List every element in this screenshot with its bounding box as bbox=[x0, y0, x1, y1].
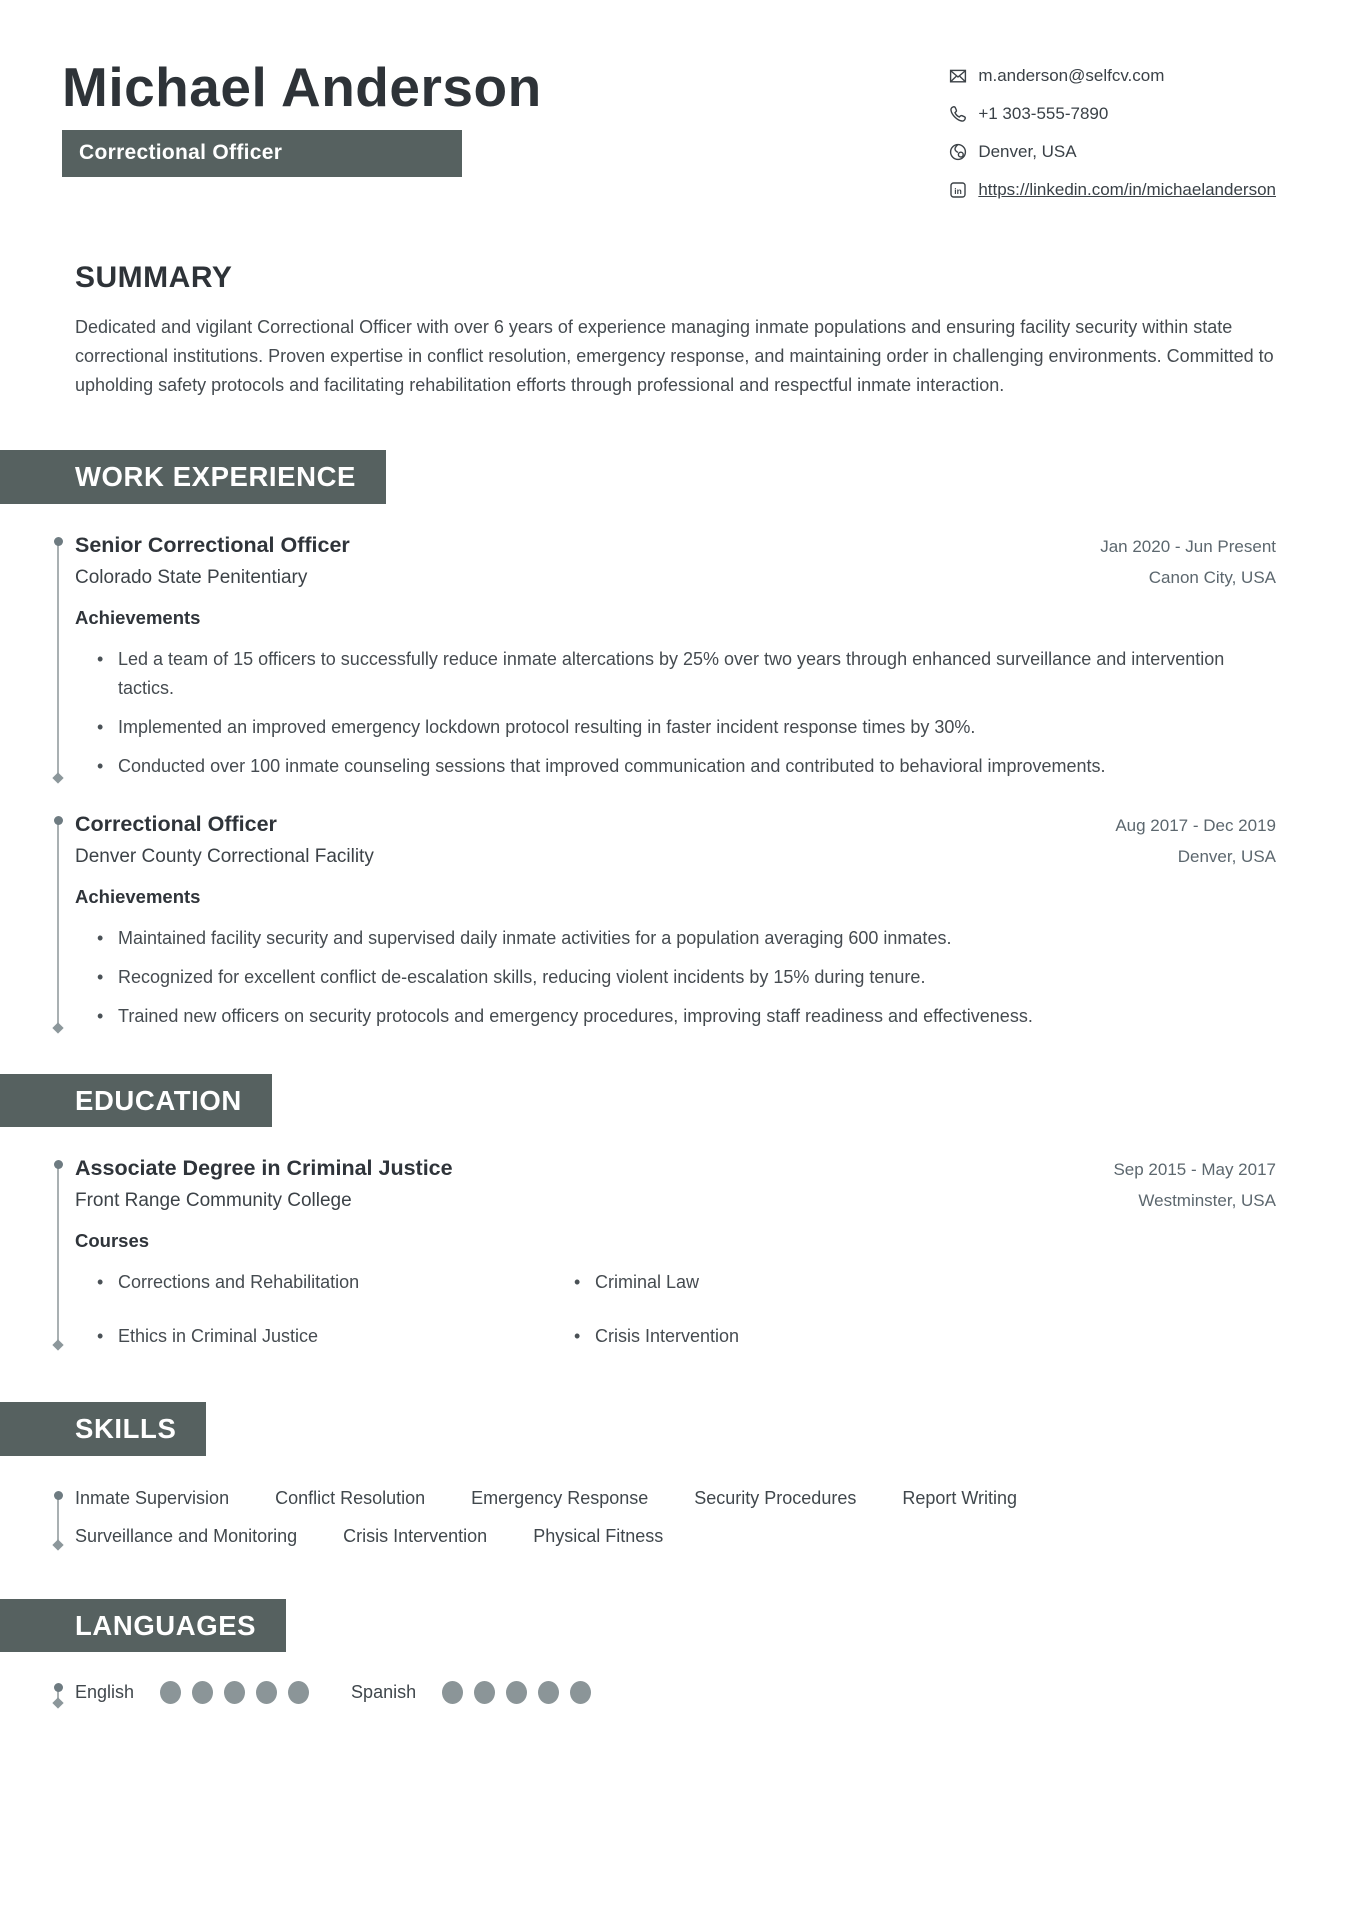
timeline-dot bbox=[54, 1683, 63, 1692]
language-name: Spanish bbox=[351, 1682, 417, 1702]
work-experience-entries bbox=[57, 532, 1276, 1031]
education-entries bbox=[57, 1155, 1276, 1348]
skills-list bbox=[75, 1486, 1276, 1548]
timeline-diamond bbox=[52, 1697, 63, 1708]
job-title: Correctional Officer bbox=[75, 811, 277, 836]
header-left bbox=[62, 56, 542, 218]
location-value: Denver, USA bbox=[978, 142, 1077, 161]
language-level-dot bbox=[538, 1681, 559, 1704]
svg-text:in: in bbox=[954, 185, 963, 196]
skill-item: Conflict Resolution bbox=[275, 1487, 426, 1508]
email-icon bbox=[948, 66, 968, 86]
language-level-dot bbox=[506, 1681, 527, 1704]
courses-list bbox=[75, 1270, 1235, 1348]
timeline-bar bbox=[57, 818, 59, 1029]
timeline-diamond bbox=[52, 772, 63, 783]
job-location: Canon City, USA bbox=[1148, 567, 1276, 587]
summary-heading: SUMMARY bbox=[75, 261, 233, 294]
achievements-label: Achievements bbox=[75, 885, 201, 907]
language-level-dot bbox=[224, 1681, 245, 1704]
job-company: Colorado State Penitentiary bbox=[75, 566, 308, 588]
timeline-diamond bbox=[52, 1539, 63, 1550]
skills-heading: SKILLS bbox=[0, 1402, 206, 1456]
skill-item: Inmate Supervision bbox=[75, 1487, 230, 1508]
timeline-dot bbox=[54, 1491, 63, 1500]
achievement-item: • Implemented an improved emergency lockdown protocol resulting in faster incident response times by 30%. bbox=[75, 713, 1235, 742]
achievement-item: • Maintained facility security and supervised daily inmate activities for a population averaging 600 inmates. bbox=[75, 924, 1235, 953]
education-location: Westminster, USA bbox=[1138, 1191, 1276, 1210]
skills-block bbox=[57, 1486, 1276, 1548]
language-item bbox=[351, 1680, 591, 1704]
languages-list bbox=[75, 1678, 1276, 1706]
contact-location-row bbox=[948, 142, 1276, 162]
linkedin-icon bbox=[948, 180, 968, 200]
job-company: Denver County Correctional Facility bbox=[75, 845, 374, 867]
work-experience-heading: WORK EXPERIENCE bbox=[0, 450, 386, 504]
job-title: Senior Correctional Officer bbox=[75, 532, 350, 557]
contact-linkedin-row bbox=[948, 180, 1276, 200]
job-entry bbox=[57, 532, 1276, 781]
timeline-dot bbox=[54, 537, 63, 546]
language-level-dot bbox=[442, 1681, 463, 1704]
timeline-bar bbox=[57, 539, 59, 779]
education-dates: Sep 2015 - May 2017 bbox=[1113, 1160, 1276, 1179]
phone-icon bbox=[948, 104, 968, 124]
course-item: • Criminal Law bbox=[552, 1270, 1235, 1294]
course-item: • Corrections and Rehabilitation bbox=[75, 1270, 552, 1294]
skill-item: Report Writing bbox=[902, 1487, 1018, 1508]
language-level-dot bbox=[474, 1681, 495, 1704]
timeline-bar bbox=[57, 1162, 59, 1346]
languages-entry bbox=[57, 1678, 1276, 1706]
skill-item: Emergency Response bbox=[471, 1487, 649, 1508]
language-item bbox=[75, 1680, 309, 1704]
degree-title: Associate Degree in Criminal Justice bbox=[75, 1156, 453, 1180]
job-dates: Aug 2017 - Dec 2019 bbox=[1115, 815, 1276, 835]
course-item: • Crisis Intervention bbox=[552, 1324, 1235, 1348]
education-entry bbox=[57, 1155, 1276, 1348]
person-name: Michael Anderson bbox=[62, 56, 542, 118]
achievement-item: • Led a team of 15 officers to successfully reduce inmate altercations by 25% over two years through enhanced surveillance and intervention tactics. bbox=[75, 645, 1235, 703]
summary-text: Dedicated and vigilant Correctional Officer with over 6 years of experience managing inmate populations and ensuring facility security within state correctional institutions. Proven expertise in conflict resolution, emergency response, and maintaining order in challenging environments. Committed to upholding safety protocols and facilitating rehabilitation efforts through professional and respectful inmate interaction. bbox=[75, 317, 1274, 395]
achievements-list bbox=[75, 645, 1235, 781]
timeline-dot bbox=[54, 816, 63, 825]
language-level-dot bbox=[288, 1681, 309, 1704]
language-level-dot bbox=[160, 1681, 181, 1704]
job-entry bbox=[57, 811, 1276, 1031]
job-title-banner bbox=[62, 130, 462, 177]
contact-phone-row bbox=[948, 104, 1276, 124]
summary-section bbox=[75, 261, 1276, 400]
language-level-dot bbox=[192, 1681, 213, 1704]
contact-email-row bbox=[948, 66, 1276, 86]
skill-item: Crisis Intervention bbox=[343, 1525, 488, 1546]
location-globe-icon bbox=[948, 142, 968, 162]
language-level-dot bbox=[570, 1681, 591, 1704]
achievement-item: • Conducted over 100 inmate counseling sessions that improved communication and contributed to behavioral improvements. bbox=[75, 752, 1235, 781]
timeline-bar bbox=[57, 1685, 59, 1704]
linkedin-link[interactable]: https://linkedin.com/in/michaelanderson bbox=[978, 180, 1276, 199]
education-heading: EDUCATION bbox=[0, 1074, 272, 1128]
courses-label: Courses bbox=[75, 1230, 150, 1251]
skills-entry bbox=[57, 1486, 1276, 1548]
timeline-diamond bbox=[52, 1022, 63, 1033]
languages-heading: LANGUAGES bbox=[0, 1599, 286, 1653]
phone-value: +1 303-555-7890 bbox=[978, 104, 1109, 123]
job-title: Correctional Officer bbox=[79, 141, 283, 164]
timeline-dot bbox=[54, 1160, 63, 1169]
languages-block bbox=[57, 1678, 1276, 1706]
job-location: Denver, USA bbox=[1177, 846, 1276, 866]
achievements-list bbox=[75, 924, 1235, 1031]
language-name: English bbox=[75, 1682, 135, 1702]
skill-item: Surveillance and Monitoring bbox=[75, 1525, 298, 1546]
timeline-bar bbox=[57, 1493, 59, 1546]
header bbox=[62, 56, 1276, 218]
language-level bbox=[160, 1681, 309, 1704]
language-level-dot bbox=[256, 1681, 277, 1704]
achievement-item: • Trained new officers on security protocols and emergency procedures, improving staff readiness and effectiveness. bbox=[75, 1002, 1235, 1031]
school-name: Front Range Community College bbox=[75, 1190, 352, 1211]
achievements-label: Achievements bbox=[75, 606, 201, 628]
skill-item: Security Procedures bbox=[694, 1487, 857, 1508]
skill-item: Physical Fitness bbox=[533, 1525, 664, 1546]
timeline-diamond bbox=[52, 1339, 63, 1350]
course-item: • Ethics in Criminal Justice bbox=[75, 1324, 552, 1348]
achievement-item: • Recognized for excellent conflict de-escalation skills, reducing violent incidents by 15% during tenure. bbox=[75, 963, 1235, 992]
email-value: m.anderson@selfcv.com bbox=[978, 66, 1165, 85]
contact-block bbox=[948, 66, 1276, 218]
job-dates: Jan 2020 - Jun Present bbox=[1100, 536, 1276, 556]
language-level bbox=[442, 1681, 591, 1704]
